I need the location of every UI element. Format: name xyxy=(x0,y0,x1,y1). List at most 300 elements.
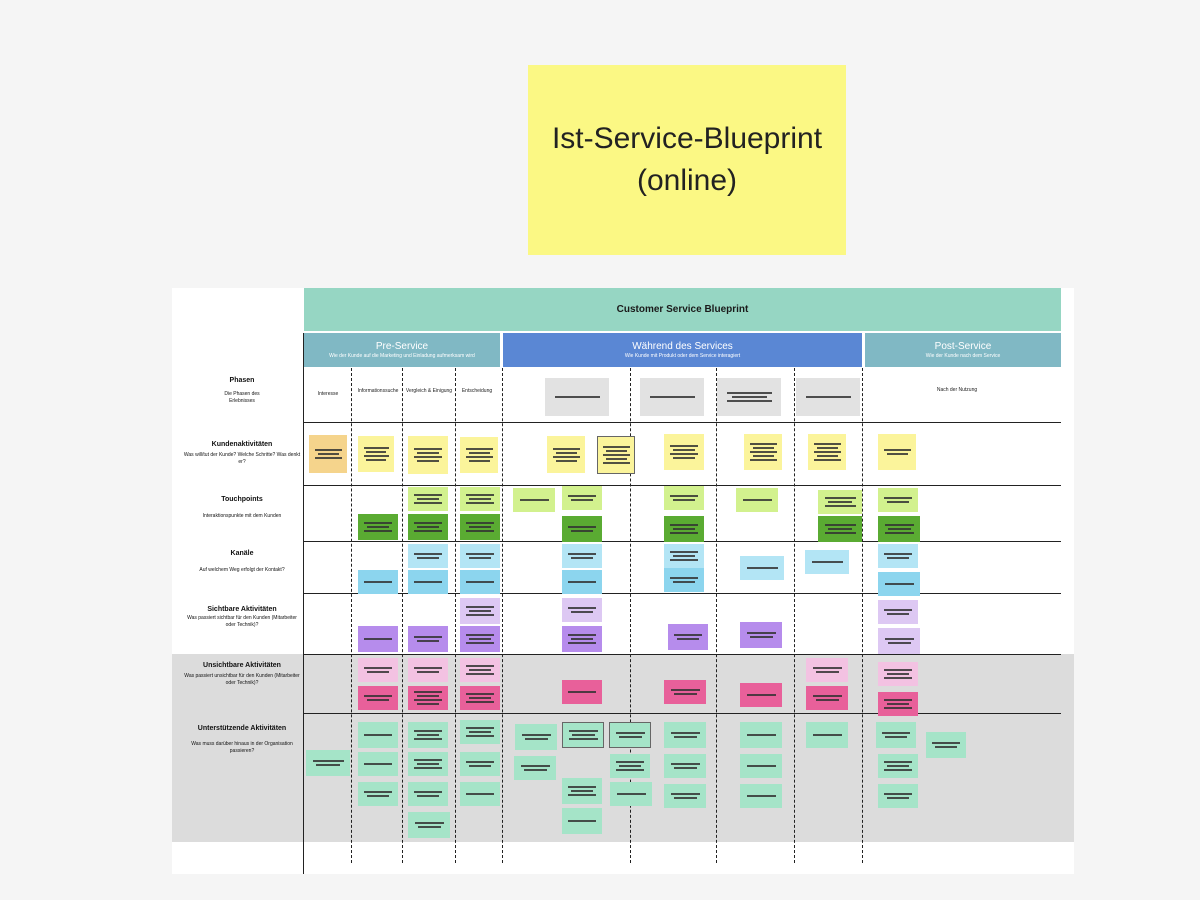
note-text-line xyxy=(571,790,593,792)
note-text-line xyxy=(671,732,700,734)
sticky-note[interactable] xyxy=(358,782,398,806)
note-text-line xyxy=(884,497,912,499)
note-text-line xyxy=(650,396,695,398)
sticky-note[interactable] xyxy=(513,488,555,512)
note-text-line xyxy=(670,453,698,455)
sticky-note[interactable] xyxy=(717,378,781,416)
note-text-line xyxy=(414,791,442,793)
note-text-line xyxy=(417,640,439,642)
note-text-line xyxy=(364,581,392,583)
sticky-note[interactable] xyxy=(358,752,398,776)
sticky-note[interactable] xyxy=(358,570,398,594)
sticky-note[interactable] xyxy=(460,658,500,682)
note-text-line xyxy=(568,691,596,693)
note-text-line xyxy=(525,738,548,740)
note-text-line xyxy=(887,703,909,705)
sticky-note[interactable] xyxy=(562,598,602,622)
note-text-line xyxy=(568,794,596,796)
note-text-line xyxy=(315,457,342,459)
note-text-line xyxy=(571,611,593,613)
sticky-note[interactable] xyxy=(664,544,704,568)
sticky-note[interactable] xyxy=(664,568,704,592)
sticky-note[interactable] xyxy=(408,658,448,682)
note-text-line xyxy=(466,634,494,636)
note-text-line xyxy=(884,669,912,671)
sticky-note[interactable] xyxy=(664,486,704,510)
row-label-unsichtbare xyxy=(182,661,302,687)
note-text-line xyxy=(553,448,580,450)
sticky-note[interactable] xyxy=(358,626,398,652)
sticky-note[interactable] xyxy=(805,550,849,574)
sticky-note[interactable] xyxy=(562,626,602,652)
note-text-line xyxy=(366,451,386,453)
note-text-line xyxy=(466,761,494,763)
note-text-line xyxy=(825,524,856,526)
phase-cell-nach-der-nutzung: Nach der Nutzung xyxy=(936,387,978,393)
note-text-line xyxy=(466,606,494,608)
lane-divider xyxy=(794,368,795,863)
sticky-note[interactable] xyxy=(878,434,916,470)
note-text-line xyxy=(753,455,774,457)
note-text-line xyxy=(466,665,494,667)
note-text-line xyxy=(569,738,598,740)
note-text-line xyxy=(887,453,908,455)
sticky-note[interactable] xyxy=(610,754,650,778)
note-text-line xyxy=(828,528,852,530)
note-text-line xyxy=(670,551,698,553)
note-text-line xyxy=(367,526,389,528)
phase-cell-informationssuche: Informationssuche xyxy=(357,388,399,394)
note-text-line xyxy=(670,495,698,497)
sticky-note[interactable] xyxy=(562,516,602,542)
note-text-line xyxy=(671,763,700,765)
sticky-note[interactable] xyxy=(408,544,448,568)
note-text-line xyxy=(571,530,593,532)
note-text-line xyxy=(417,671,439,673)
lane-divider xyxy=(502,368,503,863)
sticky-note[interactable] xyxy=(408,686,448,710)
note-text-line xyxy=(747,694,776,696)
title-line-1: Ist-Service-Blueprint xyxy=(551,122,823,155)
sticky-note[interactable] xyxy=(806,722,848,748)
sticky-note[interactable] xyxy=(818,516,862,542)
note-text-line xyxy=(556,460,577,462)
note-text-line xyxy=(806,396,851,398)
note-text-line xyxy=(884,761,912,763)
note-text-line xyxy=(364,530,392,532)
note-text-line xyxy=(884,609,912,611)
phase-cell-interesse: Interesse xyxy=(317,391,339,397)
sticky-note[interactable] xyxy=(878,516,920,542)
note-text-line xyxy=(882,732,910,734)
note-text-line xyxy=(568,786,596,788)
sticky-note[interactable] xyxy=(460,487,500,511)
note-text-line xyxy=(414,691,442,693)
note-text-line xyxy=(884,793,912,795)
sticky-note[interactable] xyxy=(610,782,652,806)
note-text-line xyxy=(814,459,841,461)
note-text-line xyxy=(315,449,342,451)
note-text-line xyxy=(670,577,698,579)
sticky-note[interactable] xyxy=(609,722,651,748)
note-text-line xyxy=(414,522,442,524)
note-text-line xyxy=(367,795,389,797)
note-text-line xyxy=(674,693,697,695)
sticky-note[interactable] xyxy=(806,686,848,710)
note-text-line xyxy=(884,553,912,555)
note-text-line xyxy=(364,763,392,765)
sticky-note[interactable] xyxy=(562,722,604,748)
note-text-line xyxy=(466,553,494,555)
row-title: Unterstützende Aktivitäten xyxy=(197,725,287,732)
sticky-note[interactable] xyxy=(408,436,448,474)
note-text-line xyxy=(553,456,580,458)
sticky-note[interactable] xyxy=(562,808,602,834)
note-text-line xyxy=(469,460,490,462)
note-text-line xyxy=(316,764,340,766)
note-text-line xyxy=(673,457,695,459)
note-text-line xyxy=(606,450,627,452)
sticky-note[interactable] xyxy=(740,556,784,580)
sticky-note[interactable] xyxy=(664,754,706,778)
sticky-note[interactable] xyxy=(460,782,500,806)
phase-pre-service-label: Pre-Service xyxy=(375,340,429,352)
sticky-note[interactable] xyxy=(878,784,918,808)
note-text-line xyxy=(885,736,907,738)
sticky-note[interactable] xyxy=(460,720,500,744)
sticky-note[interactable] xyxy=(460,686,500,710)
sticky-note[interactable] xyxy=(547,436,585,473)
sticky-note[interactable] xyxy=(740,722,782,748)
phase-post-service-label: Post-Service xyxy=(934,340,992,352)
note-text-line xyxy=(572,734,595,736)
sticky-note[interactable] xyxy=(408,752,448,776)
sticky-note[interactable] xyxy=(740,683,782,707)
note-text-line xyxy=(364,695,392,697)
lane-divider xyxy=(455,368,456,863)
sticky-note[interactable] xyxy=(562,778,602,804)
note-text-line xyxy=(674,634,702,636)
note-text-line xyxy=(932,742,960,744)
row-subtitle: Die Phasen des Erlebnisses xyxy=(224,391,260,404)
note-text-line xyxy=(674,736,697,738)
note-text-line xyxy=(367,699,389,701)
sticky-note[interactable] xyxy=(408,514,448,540)
note-text-line xyxy=(313,760,344,762)
sticky-note[interactable] xyxy=(460,570,500,594)
sticky-note[interactable] xyxy=(878,628,920,654)
note-text-line xyxy=(524,769,547,771)
note-text-line xyxy=(884,769,912,771)
sticky-note[interactable] xyxy=(358,686,398,710)
note-text-line xyxy=(417,703,439,705)
sticky-note[interactable] xyxy=(878,662,918,686)
sticky-note[interactable] xyxy=(408,812,450,838)
note-text-line xyxy=(469,452,490,454)
note-text-line xyxy=(364,638,392,640)
note-text-line xyxy=(414,581,442,583)
sticky-note[interactable] xyxy=(460,437,498,473)
note-text-line xyxy=(732,396,767,398)
note-text-line xyxy=(417,795,439,797)
row-title: Kundenaktivitäten xyxy=(211,441,273,448)
note-text-line xyxy=(616,761,644,763)
note-text-line xyxy=(414,530,442,532)
note-text-line xyxy=(469,669,491,671)
note-text-line xyxy=(521,765,550,767)
lane-divider xyxy=(351,368,352,863)
note-text-line xyxy=(817,455,838,457)
row-label-unterstuetzende xyxy=(182,724,302,755)
note-text-line xyxy=(469,731,491,733)
note-text-line xyxy=(466,502,494,504)
note-text-line xyxy=(750,451,777,453)
note-text-line xyxy=(813,667,842,669)
note-text-line xyxy=(414,699,442,701)
note-text-line xyxy=(417,734,439,736)
sticky-note[interactable] xyxy=(736,488,778,512)
note-text-line xyxy=(415,822,444,824)
note-text-line xyxy=(469,765,491,767)
note-text-line xyxy=(414,738,442,740)
sticky-note[interactable] xyxy=(664,722,706,748)
note-text-line xyxy=(813,734,842,736)
note-text-line xyxy=(884,699,912,701)
sticky-note[interactable] xyxy=(878,572,920,596)
note-text-line xyxy=(616,732,645,734)
note-text-line xyxy=(887,557,909,559)
note-text-line xyxy=(603,454,630,456)
note-text-line xyxy=(887,797,909,799)
note-text-line xyxy=(747,734,776,736)
sticky-note[interactable] xyxy=(668,624,708,650)
note-text-line xyxy=(727,392,772,394)
sticky-note[interactable] xyxy=(740,784,782,808)
note-text-line xyxy=(812,561,843,563)
row-title: Touchpoints xyxy=(221,496,263,503)
row-divider xyxy=(304,654,1061,655)
sticky-note[interactable] xyxy=(597,436,635,474)
note-text-line xyxy=(828,501,852,503)
lane-divider xyxy=(716,368,717,863)
sticky-note[interactable] xyxy=(460,626,500,652)
row-title: Unsichtbare Aktivitäten xyxy=(203,662,281,669)
note-text-line xyxy=(603,446,630,448)
note-text-line xyxy=(466,642,494,644)
row-subtitle: Auf welchem Weg erfolgt der Kontakt? xyxy=(199,567,285,573)
note-text-line xyxy=(571,499,593,501)
note-text-line xyxy=(469,557,491,559)
phase-post-service-sub: Wie der Kunde nach dem Service xyxy=(925,352,1001,359)
note-text-line xyxy=(466,456,493,458)
note-text-line xyxy=(674,767,697,769)
note-text-line xyxy=(747,567,778,569)
sticky-note[interactable] xyxy=(460,598,500,624)
note-text-line xyxy=(673,581,695,583)
sticky-note[interactable] xyxy=(306,750,350,776)
title-sticky-note[interactable] xyxy=(528,65,846,255)
note-text-line xyxy=(568,634,596,636)
phase-pre-service xyxy=(304,333,500,367)
sticky-note[interactable] xyxy=(796,378,860,416)
note-text-line xyxy=(417,460,439,462)
note-text-line xyxy=(747,632,776,634)
sticky-note[interactable] xyxy=(408,487,448,511)
note-text-line xyxy=(935,746,957,748)
note-text-line xyxy=(885,638,914,640)
row-subtitle: Was passiert unsichtbar für den Kunden (Mitarbeiter oder Technik)? xyxy=(184,673,300,686)
sticky-note[interactable] xyxy=(740,622,782,648)
note-text-line xyxy=(469,697,491,699)
sticky-note[interactable] xyxy=(514,756,556,780)
sticky-note[interactable] xyxy=(806,658,848,682)
note-text-line xyxy=(885,583,914,585)
sticky-note[interactable] xyxy=(808,434,846,470)
note-text-line xyxy=(884,707,912,709)
note-text-line xyxy=(466,581,494,583)
sticky-note[interactable] xyxy=(562,544,602,568)
note-text-line xyxy=(887,613,909,615)
sticky-note[interactable] xyxy=(358,514,398,540)
note-text-line xyxy=(571,557,593,559)
note-text-line xyxy=(466,693,494,695)
phase-post-service xyxy=(865,333,1061,367)
sticky-note[interactable] xyxy=(358,436,394,472)
sticky-note[interactable] xyxy=(408,626,448,652)
sticky-note[interactable] xyxy=(562,680,602,704)
sticky-note[interactable] xyxy=(744,434,782,470)
note-text-line xyxy=(673,555,695,557)
note-text-line xyxy=(414,553,442,555)
sticky-note[interactable] xyxy=(460,514,500,540)
sticky-note[interactable] xyxy=(664,434,704,470)
sticky-note[interactable] xyxy=(876,722,916,748)
sticky-note[interactable] xyxy=(664,784,706,808)
note-text-line xyxy=(364,522,392,524)
sticky-note[interactable] xyxy=(562,486,602,510)
note-text-line xyxy=(466,448,493,450)
sticky-note[interactable] xyxy=(878,600,918,624)
note-text-line xyxy=(414,759,442,761)
note-text-line xyxy=(884,677,912,679)
blueprint-banner: Customer Service Blueprint xyxy=(304,288,1061,331)
note-text-line xyxy=(466,522,494,524)
note-text-line xyxy=(884,449,911,451)
note-text-line xyxy=(753,447,774,449)
note-text-line xyxy=(367,671,389,673)
note-text-line xyxy=(747,765,776,767)
sticky-note[interactable] xyxy=(664,680,706,704)
note-text-line xyxy=(617,793,646,795)
note-text-line xyxy=(673,449,695,451)
sticky-note[interactable] xyxy=(408,722,448,748)
sticky-note[interactable] xyxy=(740,754,782,778)
note-text-line xyxy=(466,793,494,795)
note-text-line xyxy=(677,638,699,640)
sticky-note[interactable] xyxy=(878,754,918,778)
note-text-line xyxy=(418,826,441,828)
phase-during-service-sub: Wie Kunde mit Produkt oder dem Service interagiert xyxy=(624,352,741,359)
note-text-line xyxy=(747,795,776,797)
note-text-line xyxy=(750,636,773,638)
note-text-line xyxy=(366,459,386,461)
sticky-note[interactable] xyxy=(309,435,347,473)
note-text-line xyxy=(417,695,439,697)
note-text-line xyxy=(414,767,442,769)
sticky-note[interactable] xyxy=(358,658,398,682)
note-text-line xyxy=(364,667,392,669)
note-text-line xyxy=(814,443,841,445)
note-text-line xyxy=(414,667,442,669)
note-text-line xyxy=(825,505,856,507)
sticky-note[interactable] xyxy=(818,490,862,514)
note-text-line xyxy=(364,734,392,736)
sticky-note[interactable] xyxy=(515,724,557,750)
sticky-note[interactable] xyxy=(926,732,966,758)
sticky-note[interactable] xyxy=(545,378,609,416)
note-text-line xyxy=(522,734,551,736)
row-label-kundenaktivitaeten xyxy=(182,440,302,466)
note-text-line xyxy=(671,793,700,795)
note-text-line xyxy=(603,462,630,464)
sticky-note[interactable] xyxy=(640,378,704,416)
note-text-line xyxy=(569,730,598,732)
sticky-note[interactable] xyxy=(408,782,448,806)
row-title: Kanäle xyxy=(230,550,254,557)
sticky-note[interactable] xyxy=(358,722,398,748)
note-text-line xyxy=(674,797,697,799)
note-text-line xyxy=(414,494,442,496)
lane-divider-main xyxy=(303,333,304,874)
row-divider xyxy=(304,422,1061,423)
sticky-note[interactable] xyxy=(408,570,448,594)
row-label-kanaele xyxy=(182,549,302,574)
sticky-note[interactable] xyxy=(664,516,704,542)
sticky-note[interactable] xyxy=(562,570,602,594)
note-text-line xyxy=(814,451,841,453)
note-text-line xyxy=(469,498,491,500)
note-text-line xyxy=(670,559,698,561)
note-text-line xyxy=(571,638,593,640)
note-text-line xyxy=(469,526,491,528)
note-text-line xyxy=(888,642,911,644)
note-text-line xyxy=(466,530,494,532)
note-text-line xyxy=(466,701,494,703)
note-text-line xyxy=(673,528,695,530)
note-text-line xyxy=(816,671,839,673)
note-text-line xyxy=(417,763,439,765)
note-text-line xyxy=(670,445,698,447)
row-title: Sichtbare Aktivitäten xyxy=(207,606,277,613)
note-text-line xyxy=(817,447,838,449)
note-text-line xyxy=(885,524,914,526)
note-text-line xyxy=(466,735,494,737)
row-subtitle: Was passiert sichtbar für den Kunden (Mitarbeiter oder Technik)? xyxy=(187,615,297,628)
row-label-sichtbare xyxy=(182,605,302,629)
blueprint-board[interactable] xyxy=(172,288,1074,874)
sticky-note[interactable] xyxy=(460,752,500,776)
note-text-line xyxy=(673,499,695,501)
phase-cell-vergleich: Vergleich & Einigung xyxy=(405,388,453,394)
note-text-line xyxy=(568,526,596,528)
sticky-note[interactable] xyxy=(878,544,918,568)
sticky-note[interactable] xyxy=(878,488,918,512)
note-text-line xyxy=(417,452,439,454)
sticky-note[interactable] xyxy=(878,692,918,716)
sticky-note[interactable] xyxy=(460,544,500,568)
phase-during-service xyxy=(503,333,862,367)
note-text-line xyxy=(670,532,698,534)
